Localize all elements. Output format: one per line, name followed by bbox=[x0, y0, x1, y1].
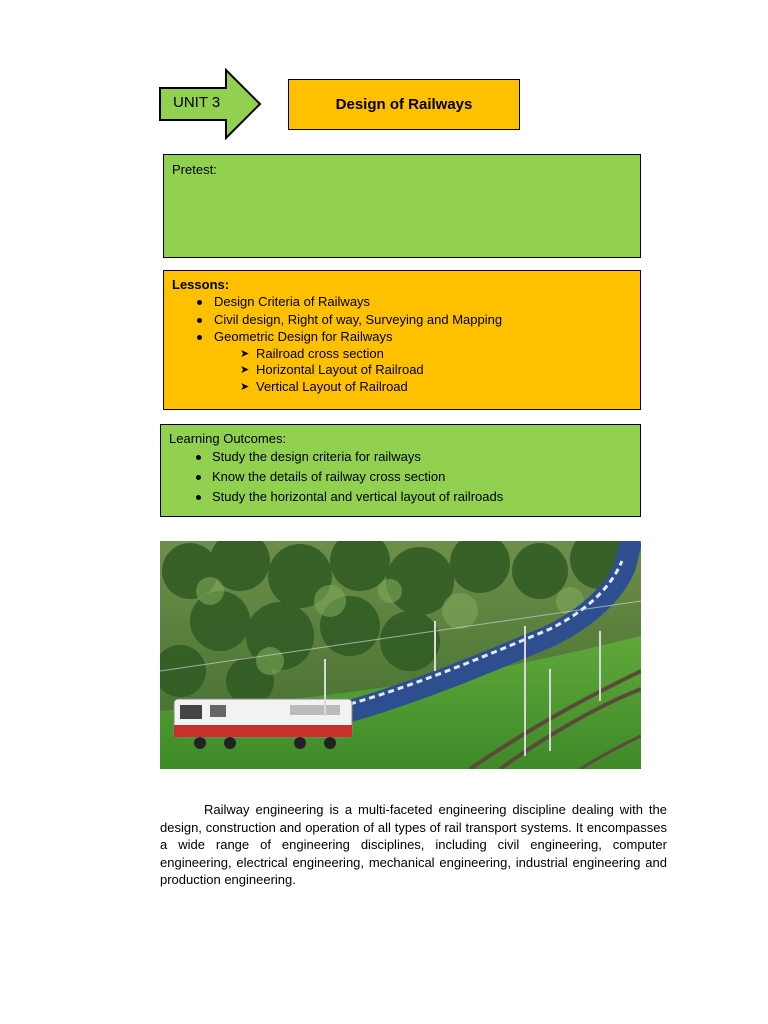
page-title: Design of Railways bbox=[335, 96, 473, 113]
list-item bbox=[172, 293, 632, 311]
lesson-item-label: Design Criteria of Railways bbox=[214, 294, 371, 309]
list-item bbox=[169, 467, 632, 487]
outcome-label: Study the horizontal and vertical layout of railroads bbox=[212, 489, 504, 504]
outcomes-heading: Learning Outcomes: bbox=[169, 431, 287, 446]
pretest-box bbox=[163, 154, 641, 258]
list-item bbox=[172, 311, 632, 329]
arrowhead-icon: ➤ bbox=[240, 380, 250, 393]
lessons-list bbox=[172, 293, 632, 346]
unit-label: UNIT 3 bbox=[173, 94, 221, 111]
intro-paragraph-text: Railway engineering is a multi-faceted engineering discipline dealing with the design, construction and operation of all types of rail transport systems. It encompasses a wide range of engineering disciplines, including civil engineering, computer engineering, electrical engineering, mechanical engineering, industrial engineering and production engineering. bbox=[160, 802, 667, 887]
sublesson-label: Vertical Layout of Railroad bbox=[256, 378, 408, 394]
intro-paragraph bbox=[160, 801, 667, 889]
outcome-label: Study the design criteria for railways bbox=[212, 449, 421, 464]
sublesson-label: Railroad cross section bbox=[256, 345, 384, 361]
lessons-sublist bbox=[172, 346, 632, 396]
list-item bbox=[172, 346, 632, 363]
list-item bbox=[169, 487, 632, 507]
outcomes-box bbox=[160, 424, 641, 517]
outcome-label: Know the details of railway cross section bbox=[212, 469, 446, 484]
sublesson-label: Horizontal Layout of Railroad bbox=[256, 362, 424, 377]
train-photo bbox=[160, 541, 641, 769]
lesson-item-label: Geometric Design for Railways bbox=[214, 329, 393, 344]
title-box bbox=[288, 79, 520, 130]
pretest-label: Pretest: bbox=[172, 162, 217, 177]
list-item bbox=[172, 379, 632, 396]
list-item bbox=[169, 447, 632, 467]
lessons-heading: Lessons: bbox=[172, 277, 230, 292]
lessons-box bbox=[163, 270, 641, 410]
list-item bbox=[172, 362, 632, 379]
list-item bbox=[172, 328, 632, 346]
arrowhead-icon: ➤ bbox=[240, 347, 250, 360]
lesson-item-label: Civil design, Right of way, Surveying and Mapping bbox=[214, 311, 503, 327]
arrowhead-icon: ➤ bbox=[240, 364, 250, 376]
outcomes-list bbox=[169, 447, 632, 507]
